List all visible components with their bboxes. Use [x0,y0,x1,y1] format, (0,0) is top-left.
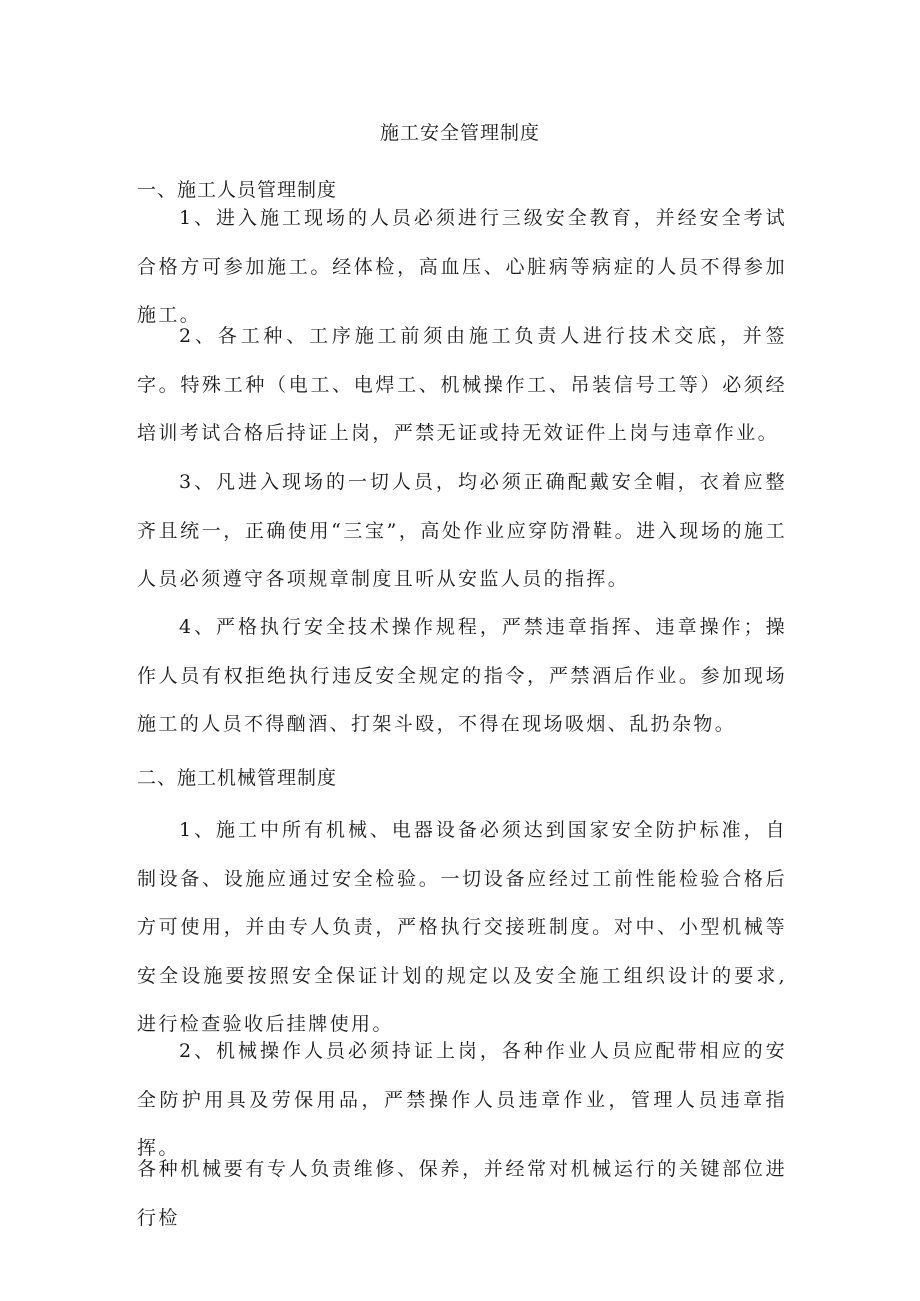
paragraph-personnel-4: 4、严格执行安全技术操作规程，严禁违章指挥、违章操作；操作人员有权拒绝执行违反安全规定的指令，严禁酒后作业。参加现场施工的人员不得酗酒、打架斗殴，不得在现场吸烟、乱扔杂物。 [137,616,787,735]
paragraph-personnel-1: 1、进入施工现场的人员必须进行三级安全教育，并经安全考试合格方可参加施工。经体检，高血压、心脏病等病症的人员不得参加施工。 [137,207,787,326]
paragraph-machinery-3: 各种机械要有专人负责维修、保养，并经常对机械运行的关键部位进行检 [137,1158,787,1229]
paragraph-personnel-3: 3、凡进入现场的一切人员，均必须正确配戴安全帽，衣着应整齐且统一，正确使用“三宝”，高处作业应穿防滑鞋。进入现场的施工人员必须遵守各项规章制度且听从安监人员的指挥。 [137,471,787,590]
page-title: 施工安全管理制度 [379,122,540,144]
paragraph-personnel-2: 2、各工种、工序施工前须由施工负责人进行技术交底，并签字。特殊工种（电工、电焊工、机械操作工、吊装信号工等）必须经培训考试合格后持证上岗，严禁无证或持无效证件上岗与违章作业。 [137,325,787,444]
section-heading-machinery: 二、施工机械管理制度 [137,767,338,789]
paragraph-machinery-1: 1、施工中所有机械、电器设备必须达到国家安全防护标准，自制设备、设施应通过安全检验。一切设备应经过工前性能检验合格后方可使用，并由专人负责，严格执行交接班制度。对中、小型机械等安全设施要按照安全保证计划的规定以及安全施工组织设计的要求,进行检查验收后挂牌使用。 [137,819,787,1035]
paragraph-machinery-2: 2、机械操作人员必须持证上岗，各种作业人员应配带相应的安全防护用具及劳保用品，严禁操作人员违章作业，管理人员违章指挥。 [137,1040,787,1159]
section-heading-personnel: 一、施工人员管理制度 [137,179,338,201]
